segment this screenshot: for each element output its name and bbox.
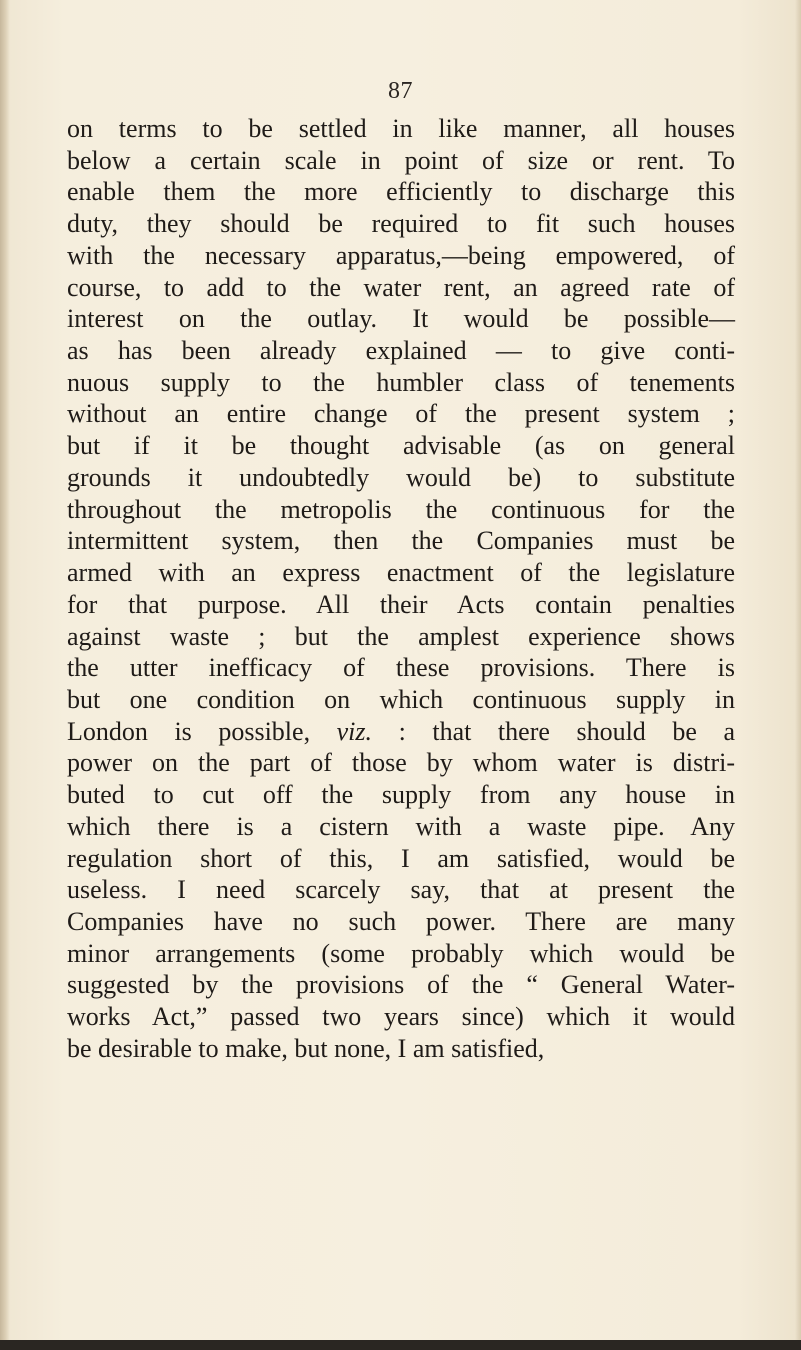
text-line: the utter inefficacy of these provisions. There is [67, 653, 735, 683]
text-line: but if it be thought advisable (as on general [67, 431, 735, 461]
text-line: with the necessary apparatus,—being empowered, of [67, 240, 735, 270]
text-line: armed with an express enactment of the legislature [67, 558, 735, 588]
text-line: on terms to be settled in like manner, all houses [67, 114, 735, 143]
text-line: but one condition on which continuous supply in [67, 684, 735, 714]
text-line: suggested by the provisions of the “ General Water- [67, 970, 735, 1000]
text-line: without an entire change of the present system ; [67, 399, 735, 429]
text-line: Companies have no such power. There are many [67, 906, 735, 936]
text-line: minor arrangements (some probably which would be [67, 938, 735, 968]
text-line: useless. I need scarcely say, that at present the [67, 875, 735, 905]
text-line: against waste ; but the amplest experience shows [67, 621, 735, 651]
text-line: be desirable to make, but none, I am satisfied, [67, 1033, 545, 1063]
text-line: power on the part of those by whom water is distri- [67, 748, 735, 778]
text-line-with-italic [67, 716, 735, 748]
body-paragraph [67, 113, 735, 1065]
text-line: nuous supply to the humbler class of tenements [67, 367, 735, 397]
text-line: intermittent system, then the Companies must be [67, 526, 735, 556]
text-line: throughout the metropolis the continuous for the [67, 494, 735, 524]
text-line: works Act,” passed two years since) which it would [67, 1002, 735, 1032]
text-line: interest on the outlay. It would be possible— [67, 304, 735, 334]
text-line: enable them the more efficiently to discharge this [67, 177, 735, 207]
page-number: 87 [388, 78, 413, 104]
text-line: grounds it undoubtedly would be) to substitute [67, 462, 735, 492]
text-run: London is possible, [67, 716, 337, 746]
scan-bottom-border [0, 1340, 801, 1350]
text-line: course, to add to the water rent, an agreed rate of [67, 272, 735, 302]
text-line: as has been already explained — to give conti- [67, 336, 735, 366]
text-line: below a certain scale in point of size or rent. To [67, 145, 735, 175]
italic-abbreviation: viz. [336, 716, 373, 746]
page-edge-shadow [795, 0, 801, 1350]
text-run: : that there should be a [372, 716, 735, 746]
page-gutter-shadow [0, 0, 10, 1350]
text-line: for that purpose. All their Acts contain penalties [67, 589, 735, 619]
text-line: duty, they should be required to fit such houses [67, 209, 735, 239]
text-line: buted to cut off the supply from any house in [67, 780, 735, 810]
text-line: regulation short of this, I am satisfied, would be [67, 843, 735, 873]
text-line: which there is a cistern with a waste pipe. Any [67, 811, 735, 841]
